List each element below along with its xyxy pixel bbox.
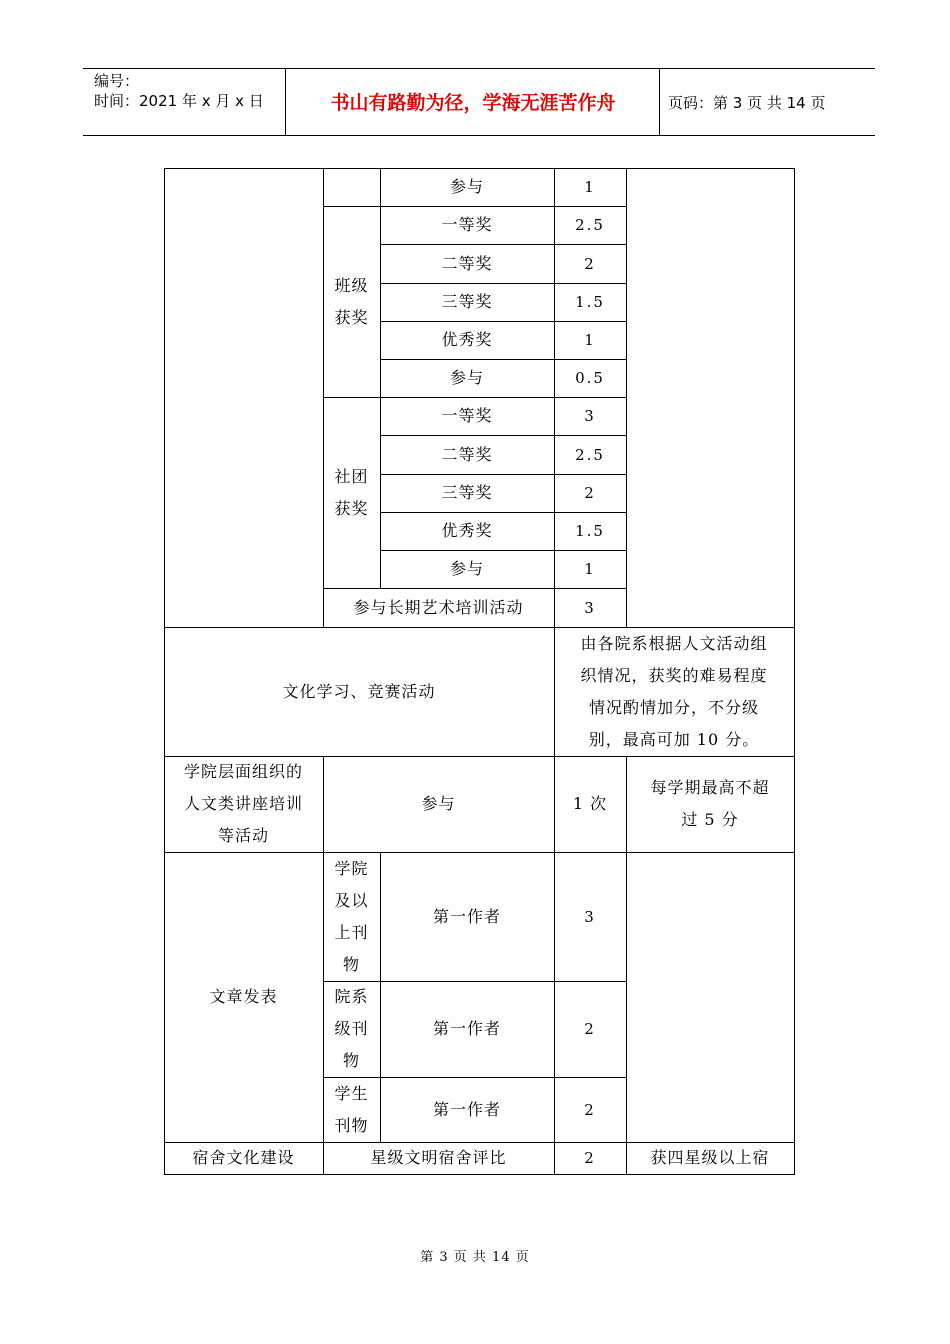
table-cell-label: 参与长期艺术培训活动 (353, 597, 524, 617)
table-cell-label: 优秀奖 (441, 521, 493, 540)
header-top-rule (83, 68, 875, 69)
category-line: 学院层面组织的 (183, 762, 303, 781)
table-cell-score: 1 (584, 331, 596, 349)
note-line: 由各院系根据人文活动组 (580, 633, 768, 653)
header-divider-right (659, 68, 660, 136)
group-article-level (323, 852, 380, 981)
group-class-awards-line: 获奖 (334, 307, 369, 327)
grid-line (794, 168, 795, 1175)
table-cell-label: 二等奖 (441, 253, 493, 273)
group-line: 物 (342, 1051, 360, 1070)
grid-line (164, 1174, 795, 1175)
table-cell-label: 三等奖 (441, 292, 493, 311)
table-cell-score: 3 (584, 907, 596, 926)
table-cell-label: 参与 (421, 794, 456, 813)
page-footer: 第 3 页 共 14 页 (420, 1250, 530, 1265)
group-line: 刊物 (334, 1115, 369, 1135)
group-club-awards-line: 社团 (334, 466, 369, 486)
header-time-label: 时间：2021 年 x 月 x 日 (94, 92, 264, 110)
table-cell-score: 1 (584, 560, 596, 578)
group-class-awards-line: 班级 (334, 275, 369, 295)
table-cell-score: 3 (584, 598, 596, 617)
table-cell-label: 一等奖 (441, 215, 493, 234)
group-class-awards (323, 206, 380, 397)
table-cell-score: 0.5 (575, 369, 605, 387)
group-line: 及以 (334, 890, 369, 910)
table-cell-score: 3 (584, 407, 596, 425)
note-line: 情况酌情加分，不分级 (588, 697, 759, 717)
note-line: 织情况，获奖的难易程度 (580, 665, 768, 685)
table-cell-label: 第一作者 (432, 1099, 501, 1119)
group-article-level (323, 1077, 380, 1142)
table-cell-score: 1 次 (572, 794, 608, 813)
score-table (164, 168, 795, 1175)
table-cell-score: 1 (584, 178, 596, 196)
group-line: 上刊 (334, 922, 369, 942)
table-cell-label: 参与 (449, 368, 484, 387)
table-cell-label: 参与 (449, 177, 484, 196)
table-cell-label: 参与 (449, 559, 484, 578)
note-line: 每学期最高不超 (650, 778, 770, 797)
group-club-awards (323, 397, 380, 588)
table-cell-score: 1.5 (575, 293, 605, 311)
table-cell-score: 1.5 (575, 522, 605, 540)
note-line: 别，最高可加 10 分。 (588, 729, 760, 749)
category-line: 等活动 (217, 826, 269, 845)
group-line: 院系 (334, 987, 369, 1006)
table-cell-label: 星级文明宿舍评比 (370, 1148, 507, 1167)
header-number-label: 编号： (94, 72, 140, 90)
category-line: 人文类讲座培训 (183, 794, 303, 813)
table-cell-note: 获四星级以上宿 (650, 1148, 770, 1167)
table-cell-label: 第一作者 (432, 906, 501, 926)
table-cell-score: 2 (584, 1100, 596, 1119)
table-cell-label: 第一作者 (432, 1019, 501, 1038)
table-cell-score: 2 (584, 254, 596, 273)
table-cell-score: 2 (584, 484, 596, 502)
table-cell-label: 优秀奖 (441, 330, 493, 349)
group-line: 学生 (334, 1083, 369, 1103)
table-cell-label: 三等奖 (441, 483, 493, 502)
note-line: 过 5 分 (681, 810, 739, 829)
table-cell-label: 一等奖 (441, 406, 493, 425)
header-page-info: 页码：第 3 页 共 14 页 (668, 94, 826, 112)
table-cell-score: 2.5 (575, 445, 605, 464)
group-club-awards-line: 获奖 (334, 498, 369, 518)
table-cell-category: 宿舍文化建设 (192, 1148, 295, 1167)
table-cell-score: 2 (584, 1149, 596, 1167)
table-cell-category: 文化学习、竞赛活动 (282, 681, 436, 701)
header-divider-left (285, 68, 286, 136)
header-bottom-rule (83, 135, 875, 136)
group-article-level (323, 981, 380, 1077)
header-motto: 书山有路勤为径，学海无涯苦作舟 (330, 92, 616, 114)
group-line: 物 (342, 954, 360, 974)
table-cell-category: 文章发表 (209, 987, 278, 1006)
group-line: 级刊 (334, 1019, 369, 1038)
table-cell-score: 2.5 (575, 216, 605, 234)
table-cell-note (626, 756, 794, 852)
table-cell-label: 二等奖 (441, 444, 493, 464)
table-cell-category (164, 756, 323, 852)
table-cell-score: 2 (584, 1020, 596, 1038)
table-cell-note (554, 627, 794, 756)
group-line: 学院 (334, 858, 369, 878)
